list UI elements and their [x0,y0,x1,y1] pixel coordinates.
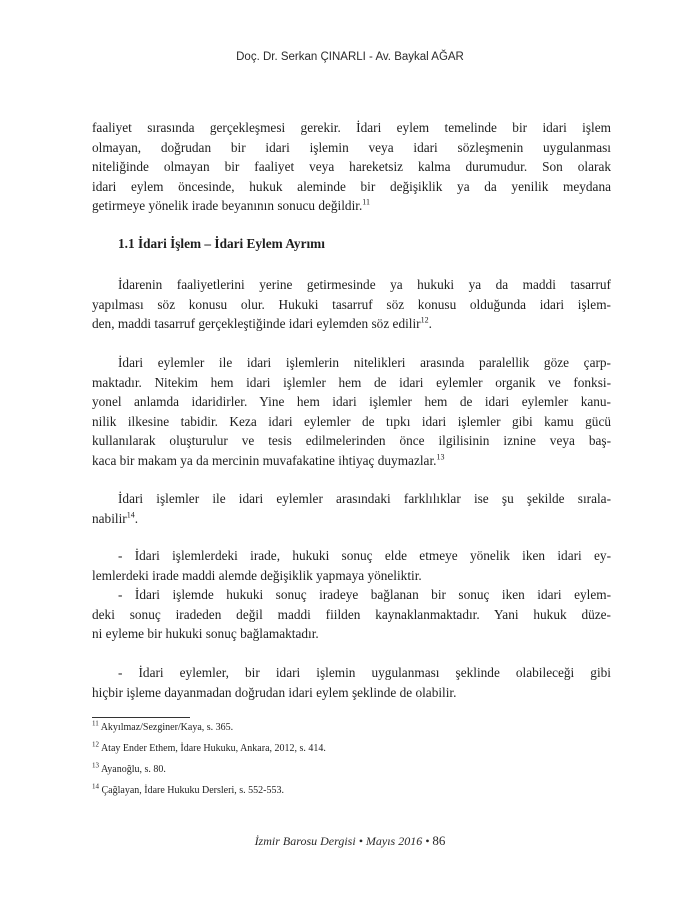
footnote [92,719,234,733]
text-line-content: den, maddi tasarruf gerçekleştiğinde idari eylemden söz edilir [92,316,421,332]
text-line: deki sonuç iradeden değil maddi fiilden kaynaklanmaktadır. Yani hukuk düze- [92,606,611,622]
text-line: nilik ilkesine tabidir. Keza idari eylemler de tıpkı idari işlemler gibi kamu gücü [92,413,611,429]
separator-dot: • [358,834,363,848]
text-line [92,509,611,529]
footnote-text: Çağlayan, İdare Hukuku Dersleri, s. 552-553. [101,785,284,796]
text-line-content: getirmeye yönelik irade beyanının sonucu değildir. [92,198,363,214]
text-line-content: nabilir [92,510,127,526]
page-footer [0,833,700,849]
text-line: - İdari eylemler, bir idari işlemin uygulanması şeklinde olabileceği gibi [118,665,611,680]
footnote-number: 13 [92,761,99,770]
footnote-divider [92,717,190,718]
text-line: - İdari işlemlerdeki irade, hukuki sonuç elde etmeye yönelik iken idari ey- [118,548,611,563]
footnote [92,782,284,796]
punctuation: . [428,316,432,332]
list-item [92,663,611,702]
paragraph [92,353,611,471]
text-line: yapılması söz konusu olur. Hukuki tasarruf söz konusu olduğunda idari işlem- [92,296,611,312]
text-line: İdari işlemler ile idari eylemler arasındaki farklılıklar ise şu şekilde sırala- [118,491,611,506]
text-line: lemlerdeki irade maddi alemde değişiklik yapmaya yöneliktir. [92,567,422,583]
text-line: ni eyleme bir hukuki sonuç bağlamaktadır. [92,626,319,642]
section-heading: 1.1 İdari İşlem – İdari Eylem Ayrımı [118,236,325,251]
text-line: olmayan, doğrudan bir idari işlemin veya idari sözleşmenin uygulanması [92,139,611,155]
footnote-ref[interactable]: 14 [126,510,135,520]
text-line [92,451,611,471]
issue-date: Mayıs 2016 [365,834,423,848]
footnote-text: Ayanoğlu, s. 80. [100,764,166,775]
footnote-number: 14 [92,782,99,791]
text-line: İdarenin faaliyetlerini yerine getirmesinde ya hukuki ya da maddi tasarruf [118,277,611,292]
footnote [92,740,326,754]
text-line: İdari eylemler ile idari işlemlerin nitelikleri arasında paralellik göze çarp- [118,355,611,370]
separator-dot: • [425,834,430,848]
text-line: yonel anlamda idaridirler. Yine hem idari işlemler hem de idari eylemler kanu- [92,394,611,410]
footnote-text: Akyılmaz/Sezginer/Kaya, s. 365. [100,722,234,733]
footnote-ref[interactable]: 13 [436,452,445,462]
paragraph-continuation [92,118,611,216]
list-item [92,585,611,644]
text-line: kullanılarak oluşturulur ve tesis edilmelerinden önce ilgilisinin iznine veya baş- [92,433,611,449]
footnote-number: 12 [92,740,99,749]
text-line: - İdari işlemde hukuki sonuç iradeye bağlanan bir sonuç iken idari eylem- [118,587,611,602]
paragraph [92,275,611,334]
footnote [92,761,166,775]
text-line: faaliyet sırasında gerçekleşmesi gerekir. İdari eylem temelinde bir idari işlem [92,120,611,135]
journal-name: İzmir Barosu Dergisi [254,834,356,848]
text-line: maktadır. Nitekim hem idari işlemler hem de idari eylemler organik ve fonksi- [92,374,611,390]
text-line: hiçbir işleme dayanmadan doğrudan idari eylem şeklinde de olabilir. [92,684,457,700]
page-number: 86 [432,833,446,848]
text-line [92,196,611,216]
footnote-ref[interactable]: 11 [362,197,370,207]
text-line: idari eylem öncesinde, hukuk aleminde bir değişiklik ya da yenilik meydana [92,178,611,194]
running-head: Doç. Dr. Serkan ÇINARLI - Av. Baykal AĞAR [236,51,464,63]
punctuation: . [134,510,139,526]
text-line [92,314,611,334]
footnote-text: Atay Ender Ethem, İdare Hukuku, Ankara, 2012, s. 414. [100,743,326,754]
list-item [92,546,611,585]
text-line: niteliğinde olmayan bir faaliyet veya hareketsiz kalma durumudur. Son olarak [92,159,611,175]
text-line-content: kaca bir makam ya da mercinin muvafakatine ihtiyaç duymazlar. [92,452,437,468]
paragraph [92,489,611,528]
footnote-ref[interactable]: 12 [420,315,429,325]
footnote-number: 11 [92,719,99,728]
